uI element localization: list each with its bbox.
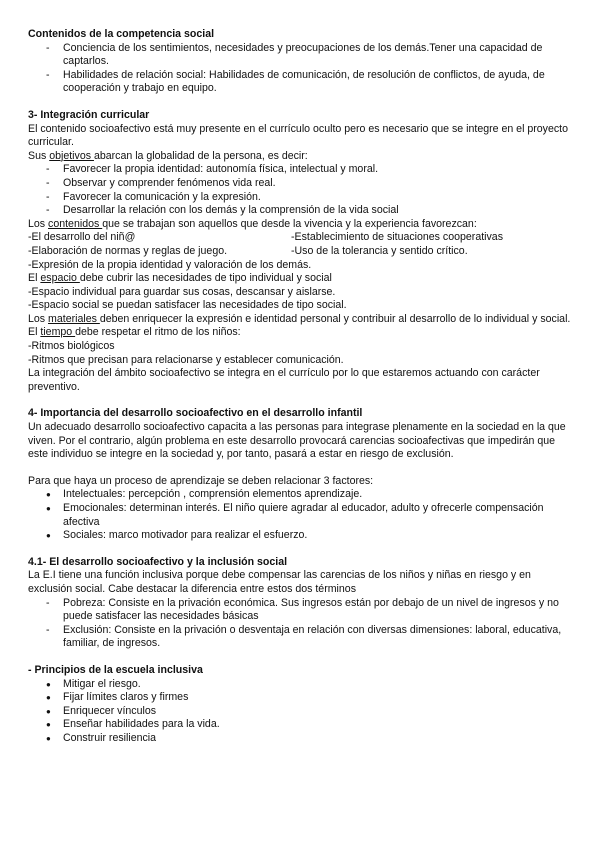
objetivos-word: objetivos <box>49 149 94 162</box>
contenidos-word: contenidos <box>48 217 103 230</box>
integracion-closing: La integración del ámbito socioafectivo se integra en el currículo por lo que estaremos actuando con carácter preventivo. <box>28 367 540 393</box>
contenidos-item: -El desarrollo del niñ@ <box>28 231 136 244</box>
espacio-post: debe cubrir las necesidades de tipo individual y social <box>79 272 332 285</box>
tiempo-line <box>28 326 576 340</box>
list-item: - Favorecer la comunicación y la expresión. <box>28 191 576 205</box>
contenidos-post: que se trabajan son aquellos que desde la vivencia y la experiencia favorezcan: <box>102 217 477 230</box>
section-title-competencia-social: Contenidos de la competencia social <box>28 28 215 40</box>
espacio-line <box>28 272 576 286</box>
espacio-word: espacio <box>40 272 80 285</box>
section-title-principios: - Principios de la escuela inclusiva <box>28 663 203 676</box>
espacio-pre: El <box>28 272 41 285</box>
section-title-inclusion-social: 4.1- El desarrollo socioafectivo y la inclusión social <box>28 555 288 568</box>
factores-intro: Para que haya un proceso de aprendizaje se deben relacionar 3 factores: <box>28 474 374 487</box>
section-title-importancia: 4- Importancia del desarrollo socioafectivo en el desarrollo infantil <box>28 407 363 420</box>
objetivos-line <box>28 150 576 164</box>
list-item: ● Intelectuales: percepción , comprensión elementos aprendizaje. <box>28 488 576 502</box>
materiales-post: deben enriquecer la expresión e identidad personal y contribuir al desarrollo de lo individual y social. <box>99 312 571 325</box>
list-item: - Pobreza: Consiste en la privación económica. Sus ingresos están por debajo de un nivel de ingresos y no puede satisfacer las necesidades básicas <box>28 597 576 624</box>
contenidos-line <box>28 218 576 232</box>
list-item: ● Fijar límites claros y firmes <box>28 691 576 705</box>
materiales-word: materiales <box>48 312 100 325</box>
contenidos-pre: Los <box>28 217 49 230</box>
list-item: - Exclusión: Consiste en la privación o desventaja en relación con diversas dimensiones: laboral, educativa, familiar, de ingresos. <box>28 624 576 651</box>
contenidos-item: -Expresión de la propia identidad y valoración de los demás. <box>28 258 312 271</box>
list-item: ● Enseñar habilidades para la vida. <box>28 718 576 732</box>
tiempo-word: tiempo <box>40 326 76 339</box>
contenidos-item: -Elaboración de normas y reglas de juego. <box>28 244 228 257</box>
materiales-line <box>28 313 576 327</box>
materiales-pre: Los <box>28 312 49 325</box>
list-item: - Favorecer la propia identidad: autonomía física, intelectual y moral. <box>28 163 576 177</box>
tiempo-item: -Ritmos que precisan para relacionarse y establecer comunicación. <box>28 353 344 366</box>
list-item: ● Emocionales: determinan interés. El niño quiere agradar al educador, adulto y ofrecerle compensación afectiva <box>28 502 576 529</box>
tiempo-item: -Ritmos biológicos <box>28 340 115 353</box>
inclusion-list <box>28 597 576 651</box>
principios-list <box>28 678 576 746</box>
importancia-para: Un adecuado desarrollo socioafectivo capacita a las personas para integrase plenamente en la sociedad en la que viven. Por el contrario, algún problema en este desarrollo provocará carencias socioafectivas que impedirán que este individuo se integre en la sociedad y, por tanto, pasará a estar en riesgo de exclusión. <box>28 421 566 461</box>
contenidos-row <box>28 231 576 245</box>
contenidos-item: -Establecimiento de situaciones cooperativas <box>291 231 503 244</box>
document-page <box>28 28 576 746</box>
factores-list <box>28 488 576 542</box>
list-item: - Habilidades de relación social: Habilidades de comunicación, de resolución de conflictos, de ayuda, de cooperación y trabajo en equipo. <box>28 69 576 96</box>
tiempo-post: debe respetar el ritmo de los niños: <box>75 326 241 339</box>
inclusion-para: La E.I tiene una función inclusiva porque debe compensar las carencias de los niños y niñas en riesgo y en exclusión social. Cabe destacar la diferencia entre estos dos términos <box>28 569 531 595</box>
contenidos-item: -Uso de la tolerancia y sentido crítico. <box>291 244 468 257</box>
objetivos-pre: Sus <box>28 149 50 162</box>
objetivos-list <box>28 163 576 217</box>
section-title-integracion-curricular: 3- Integración curricular <box>28 108 150 121</box>
espacio-item: -Espacio social se puedan satisfacer las necesidades de tipo social. <box>28 299 347 312</box>
list-item: ● Mitigar el riesgo. <box>28 678 576 692</box>
list-item: ● Sociales: marco motivador para realizar el esfuerzo. <box>28 529 576 543</box>
list-item: - Conciencia de los sentimientos, necesidades y preocupaciones de los demás.Tener una capacidad de captarlos. <box>28 42 576 69</box>
list-item: ● Construir resiliencia <box>28 732 576 746</box>
objetivos-post: abarcan la globalidad de la persona, es decir: <box>93 149 308 162</box>
list-item: - Desarrollar la relación con los demás y la comprensión de la vida social <box>28 204 576 218</box>
list-item: - Observar y comprender fenómenos vida real. <box>28 177 576 191</box>
espacio-item: -Espacio individual para guardar sus cosas, descansar y aislarse. <box>28 285 336 298</box>
tiempo-pre: El <box>28 326 41 339</box>
competencia-social-list <box>28 42 576 96</box>
list-item: ● Enriquecer vínculos <box>28 705 576 719</box>
contenidos-row <box>28 245 576 259</box>
integracion-intro: El contenido socioafectivo está muy presente en el currículo oculto pero es necesario que se integre en el proyecto curricular. <box>28 122 569 149</box>
